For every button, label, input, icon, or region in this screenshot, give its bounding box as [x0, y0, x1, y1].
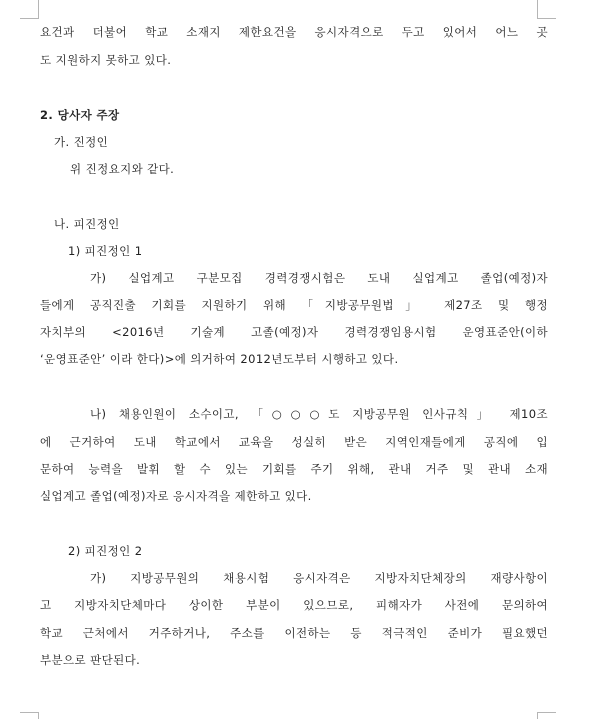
- paragraph-line: 가) 실업계고 구분모집 경력경쟁시험은 도내 실업계고 졸업(예정)자: [90, 271, 548, 285]
- paragraph-line: 부분으로 판단된다.: [40, 653, 141, 667]
- paragraph-line: 고 지방자치단체마다 상이한 부분이 있으므로, 피해자가 사전에 문의하여: [40, 598, 548, 612]
- subsection-heading: 가. 진정인: [54, 135, 109, 149]
- paragraph-line: ‘운영표준안’ 이라 한다)>에 의거하여 2012년도부터 시행하고 있다.: [40, 352, 399, 366]
- page-corner-mark: [537, 0, 556, 19]
- paragraph-line: 에 근거하여 도내 학교에서 교육을 성실히 받은 지역인재들에게 공직에 입: [40, 435, 548, 449]
- item-heading: 1) 피진정인 1: [68, 244, 143, 258]
- paragraph-line: 나) 채용인원이 소수이고, 「○○○도 지방공무원 인사규칙」 제10조: [90, 407, 548, 421]
- paragraph-line: 위 진정요지와 같다.: [70, 162, 175, 176]
- paragraph-line: 학교 근처에서 거주하거나, 주소를 이전하는 등 적극적인 준비가 필요했던: [40, 626, 548, 640]
- paragraph-line: 들에게 공직진출 기회를 지원하기 위해 「지방공무원법」 제27조 및 행정: [40, 298, 548, 312]
- item-heading: 2) 피진정인 2: [68, 544, 143, 558]
- paragraph-line: 실업계고 졸업(예정)자로 응시자격을 제한하고 있다.: [40, 489, 312, 503]
- paragraph-line: 가) 지방공무원의 채용시험 응시자격은 지방자치단체장의 재량사항이: [90, 571, 548, 585]
- page-corner-mark: [20, 0, 39, 19]
- page-corner-mark: [20, 712, 39, 719]
- paragraph-line: 도 지원하지 못하고 있다.: [40, 53, 172, 67]
- subsection-heading: 나. 피진정인: [54, 217, 120, 231]
- page-corner-mark: [537, 712, 556, 719]
- paragraph-line: 자치부의 <2016년 기술계 고졸(예정)자 경력경쟁임용시험 운영표준안(이하: [40, 325, 548, 339]
- section-heading: 2. 당사자 주장: [40, 108, 120, 122]
- paragraph-line: 요건과 더불어 학교 소재지 제한요건을 응시자격으로 두고 있어서 어느 곳: [40, 25, 548, 39]
- paragraph-line: 문하여 능력을 발휘 할 수 있는 기회를 주기 위해, 관내 거주 및 관내 소재: [40, 462, 548, 476]
